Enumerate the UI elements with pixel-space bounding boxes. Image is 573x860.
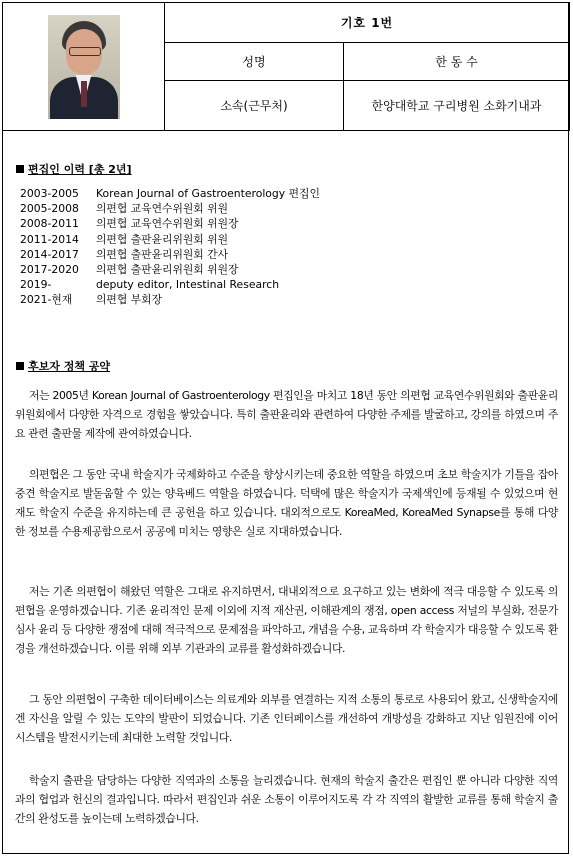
pledge-paragraph: 의편협은 그 동안 국내 학술지가 국제화하고 수준을 향상시키는데 중요한 역할을 하였으며 초보 학술지가 기틀을 잡아 중견 학술지로 발돋움할 수 있는 양육베드 역할을 하였습니다. 덕택에 많은 학술지가 국제색인에 등재될 수 있었으며 현재도 학술지 수준을 유지하는데 큰 공헌을 하고 있습니다. 대외적으로도 KoreaMed, KoreaMed Synapse를 통해 다양한 정보를 수용제공함으로서 공공에 미치는 영향은 실로 지대하였습니다. <box>15 468 558 538</box>
career-item: 2008-2011 의편협 교육연수위원회 위원장 <box>20 217 239 231</box>
affiliation-label: 소속(근무처) <box>165 81 344 131</box>
career-item: 2021-현재 의편협 부회장 <box>20 293 163 307</box>
career-item: 2005-2008 의편협 교육연수위원회 위원 <box>20 202 229 216</box>
career-item: 2019- deputy editor, Intestinal Research <box>20 278 280 292</box>
square-bullet-icon <box>16 362 24 370</box>
name-value: 한 동 수 <box>344 43 570 81</box>
career-item: 2017-2020 의편협 출판윤리위원회 위원장 <box>20 263 239 277</box>
candidate-number: 기호 1번 <box>165 3 570 43</box>
pledge-paragraph: 그 동안 의편협이 구축한 데이터베이스는 의료계와 외부를 연결하는 지적 소통의 통로로 사용되어 왔고, 신생학술지에겐 자신을 알릴 수 있는 도약의 발판이 되었습니다. 기존 인터페이스를 개선하여 개방성을 강화하고 지난 임원진에 이어 시스템을 발전시키는데 최대한 노력할 것입니다. <box>15 693 558 744</box>
photo-cell <box>3 3 165 131</box>
career-section-title: 편집인 이력 [총 2년] <box>16 161 132 177</box>
candidate-photo <box>48 15 120 119</box>
name-label: 성명 <box>165 43 344 81</box>
career-item: 2014-2017 의편협 출판윤리위원회 간사 <box>20 247 229 261</box>
career-list <box>20 186 320 308</box>
pledge-paragraph: 저는 2005년 Korean Journal of Gastroenterology 편집인을 마치고 18년 동안 의편협 교육연수위원회와 출판윤리위원회에서 다양한 자격으로 경험을 쌓았습니다. 특히 출판윤리와 관련하여 다양한 주제를 발굴하고, 강의를 하였으며 주요 관련 출판물 제작에 관여하였습니다. <box>15 389 558 440</box>
pledge-paragraph: 저는 기존 의편협이 해왔던 역할은 그대로 유지하면서, 대내외적으로 요구하고 있는 변화에 적극 대응할 수 있도록 의편협을 운영하겠습니다. 기존 윤리적인 문제 이외에 지적 재산권, 이해관계의 쟁점, open access 저널의 부실화, 전문가심사 윤리 등 다양한 쟁점에 대해 적극적으로 문제점을 파악하고, 개념을 수용, 교육하며 각 학술지가 대응할 수 있도록 환경을 개선하겠습니다. 이를 위해 외부 기관과의 교류를 활성화하겠습니다. <box>15 585 558 655</box>
pledge-paragraph: 학술지 출판을 담당하는 다양한 직역과의 소통을 늘리겠습니다. 현재의 학술지 출간은 편집인 뿐 아니라 다양한 직역과의 협업과 헌신의 결과입니다. 따라서 편집인과 쉬운 소통이 이루어지도록 각 각 직역의 활발한 교류를 통해 학술지 출간의 완성도를 높이는데 노력하겠습니다. <box>15 774 558 825</box>
candidate-header-table <box>2 2 570 131</box>
pledge-section-title: 후보자 정책 공약 <box>16 358 110 374</box>
affiliation-value: 한양대학교 구리병원 소화기내과 <box>344 81 570 131</box>
career-item: 2003-2005 Korean Journal of Gastroenterology 편집인 <box>20 187 320 200</box>
square-bullet-icon <box>16 165 24 173</box>
career-item: 2011-2014 의편협 출판윤리위원회 위원 <box>20 232 229 246</box>
